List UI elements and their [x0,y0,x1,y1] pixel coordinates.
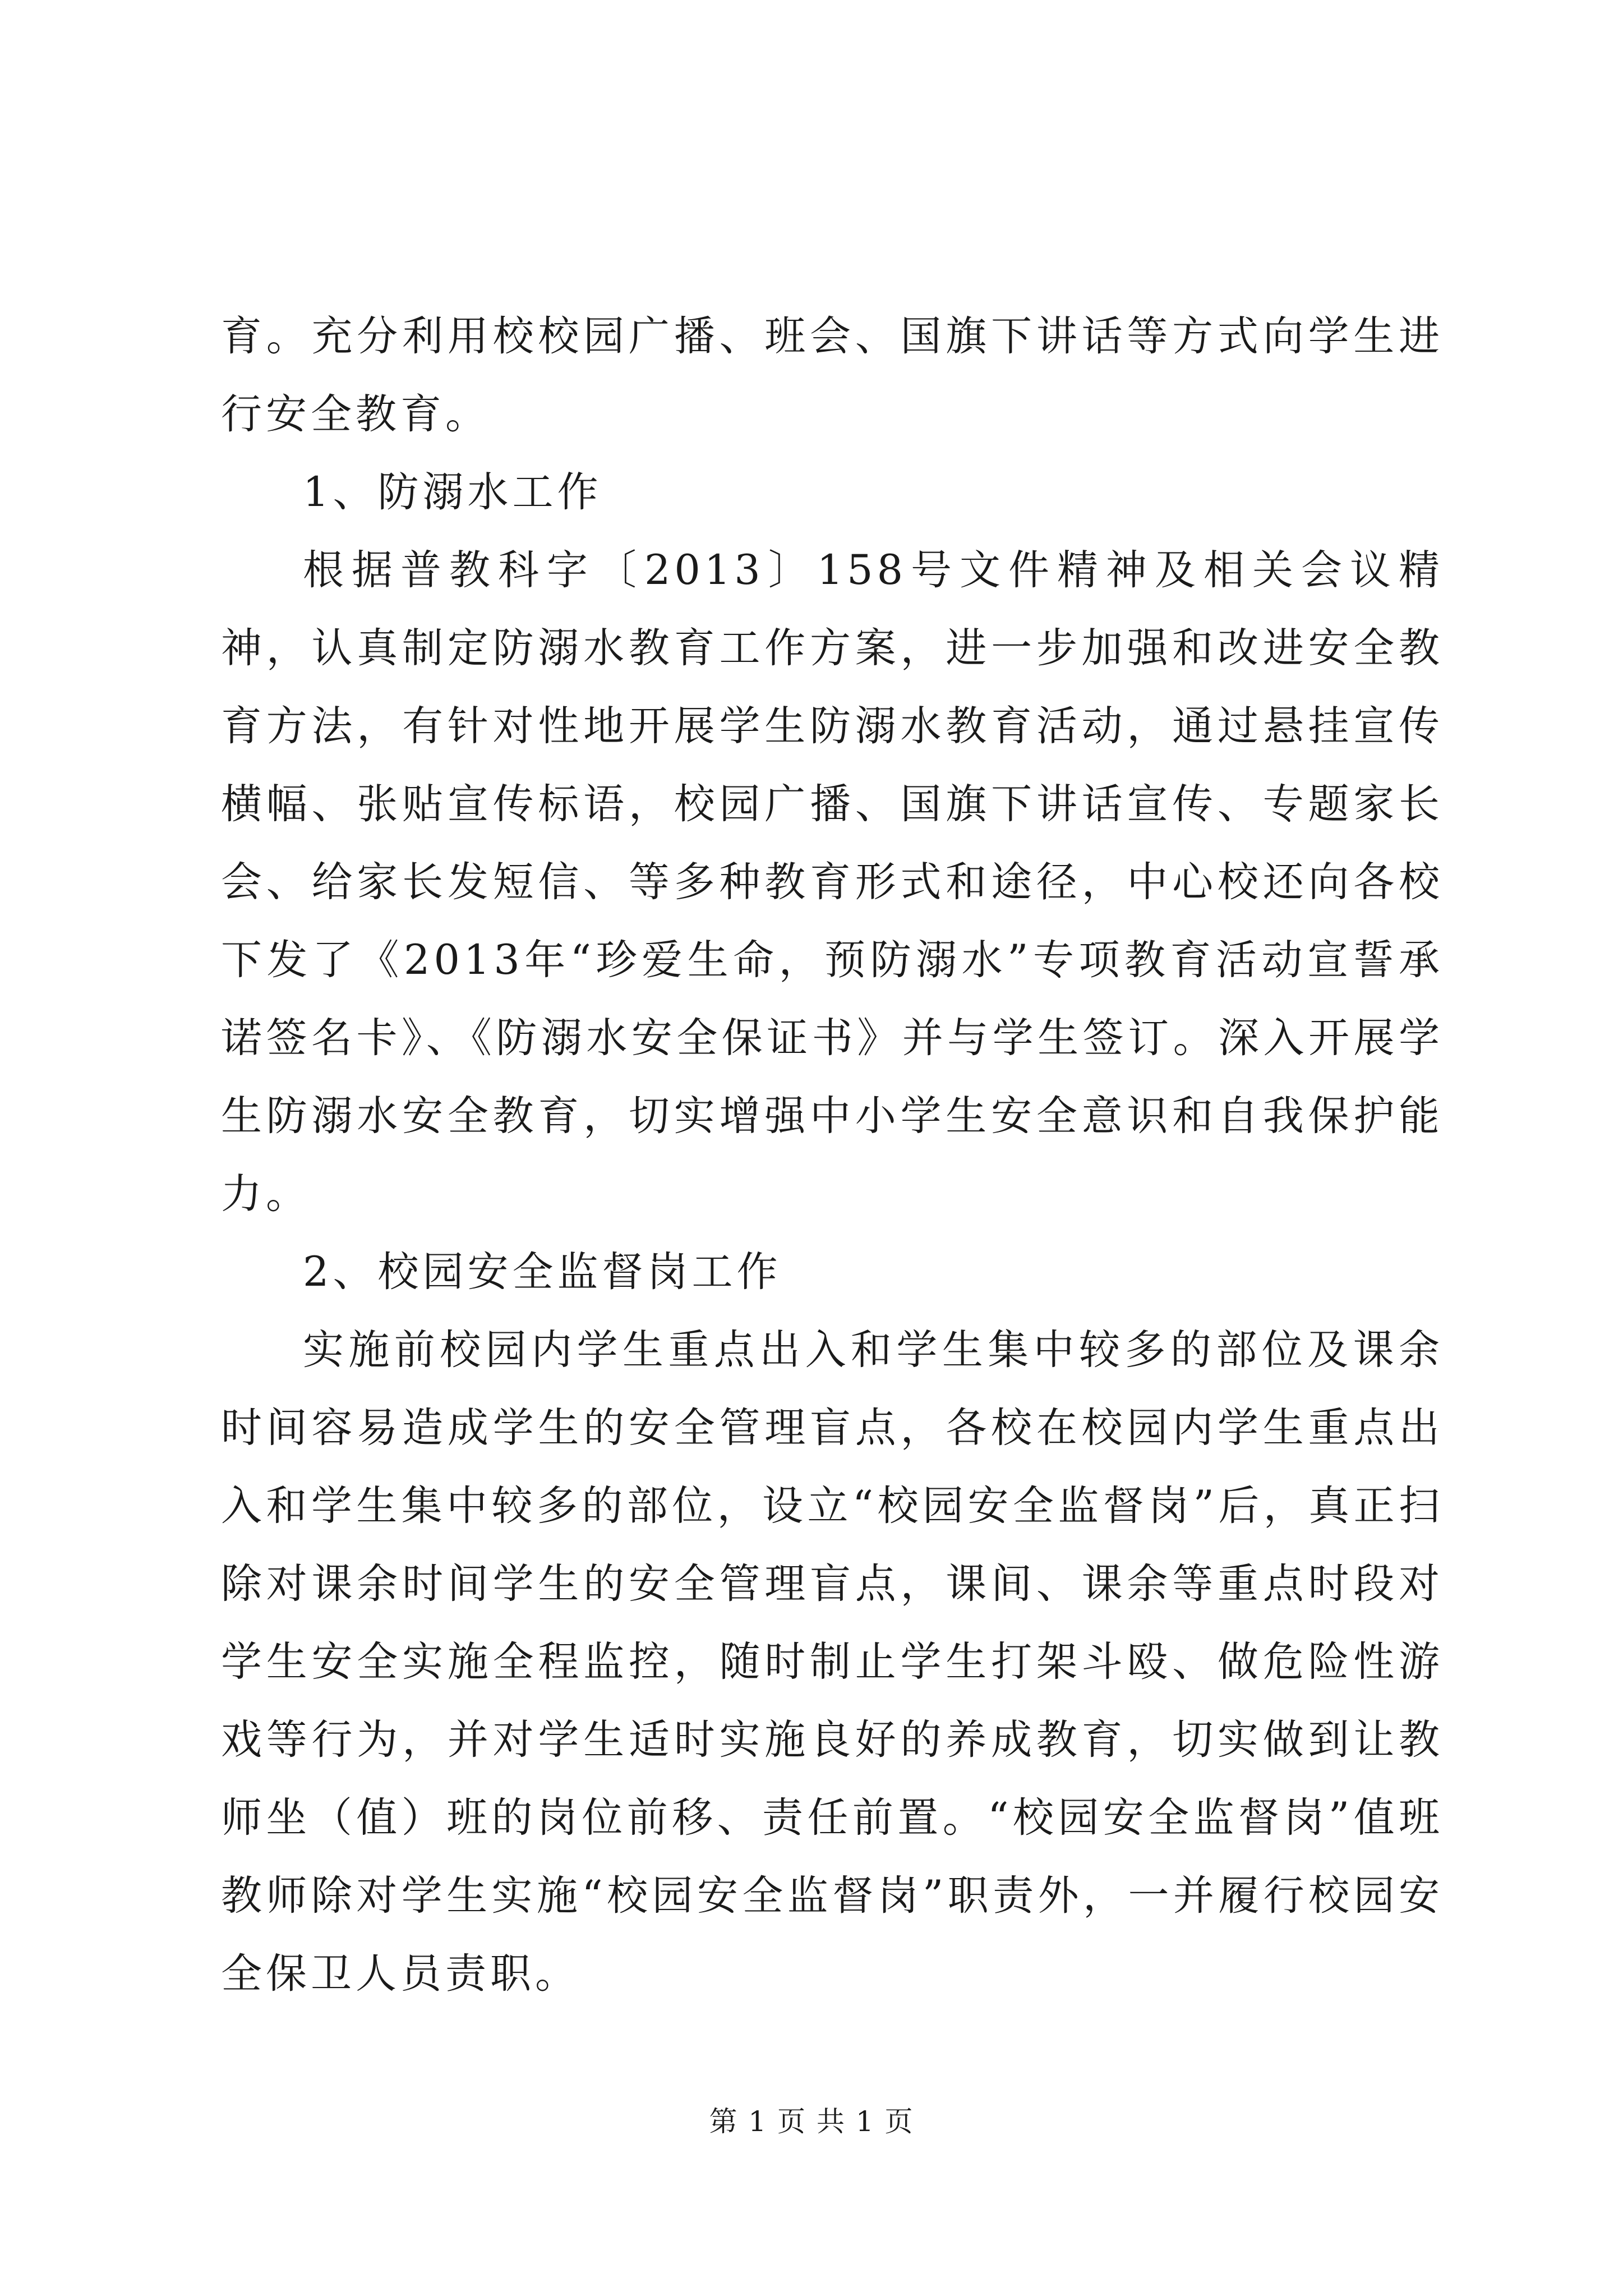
paragraph: 根据普教科字〔2013〕158号文件精神及相关会议精神，认真制定防溺水教育工作方案，进一步加强和改进安全教育方法，有针对性地开展学生防溺水教育活动，通过悬挂宣传横幅、张贴宣传标语，校园广播、国旗下讲话宣传、专题家长会、给家长发短信、等多种教育形式和途径，中心校还向各校下发了《2013年“珍爱生命，预防溺水”专项教育活动宣誓承诺签名卡》、《防溺水安全保证书》并与学生签订。深入开展学生防溺水安全教育，切实增强中小学生安全意识和自我保护能力。 [221,546,1444,1218]
document-body [221,297,1444,2013]
section-heading: 1、防溺水工作 [303,468,602,516]
section-heading: 2、校园安全监督岗工作 [303,1248,782,1296]
page-number-footer: 第 1 页 共 1 页 [709,2105,914,2138]
paragraph: 育。充分利用校校园广播、班会、国旗下讲话等方式向学生进行安全教育。 [221,312,1444,438]
paragraph: 实施前校园内学生重点出入和学生集中较多的部位及课余时间容易造成学生的安全管理盲点，各校在校园内学生重点出入和学生集中较多的部位，设立“校园安全监督岗”后，真正扫除对课余时间学生的安全管理盲点，课间、课余等重点时段对学生安全实施全程监控，随时制止学生打架斗殴、做危险性游戏等行为，并对学生适时实施良好的养成教育，切实做到让教师坐（值）班的岗位前移、责任前置。“校园安全监督岗”值班教师除对学生实施“校园安全监督岗”职责外，一并履行校园安全保卫人员责职。 [221,1326,1444,1998]
